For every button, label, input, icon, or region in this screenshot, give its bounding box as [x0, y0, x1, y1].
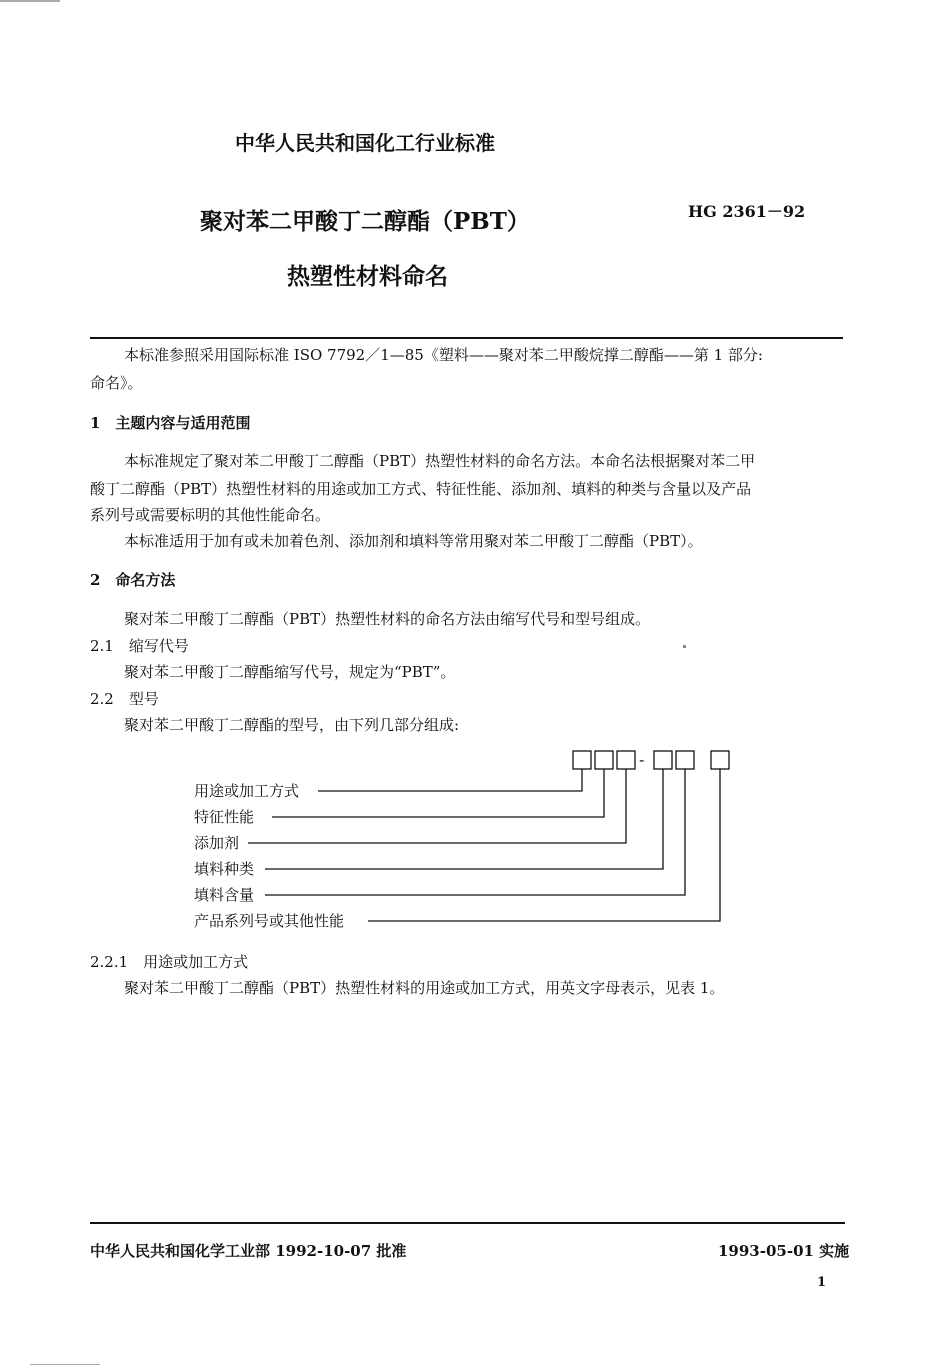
code-box-2 [595, 751, 613, 769]
section22-text: 聚对苯二甲酸丁二醇酯的型号，由下列几部分组成: [124, 716, 460, 734]
code-box-4 [654, 751, 672, 769]
intro-line2: 命名》。 [90, 374, 143, 392]
header-rule [90, 337, 843, 339]
page-number: 1 [817, 1275, 827, 1290]
section21-heading: 2.1 缩写代号 [90, 637, 189, 655]
standard-number: HG 2361－92 [688, 202, 806, 221]
section1-heading: 1 主题内容与适用范围 [90, 414, 251, 432]
issuer: 中华人民共和国化工行业标准 [235, 131, 495, 155]
section221-heading: 2.2.1 用途或加工方式 [90, 953, 249, 971]
label-filler-type: 填料种类 [194, 860, 255, 878]
connector-line-5 [265, 769, 685, 895]
section22-heading: 2.2 型号 [90, 690, 159, 708]
scan-edge-mark-bottom [30, 1364, 100, 1365]
code-box-6 [711, 751, 729, 769]
code-box-1 [573, 751, 591, 769]
connector-line-1 [318, 769, 582, 791]
connector-line-4 [265, 769, 663, 869]
label-series-or-other: 产品系列号或其他性能 [194, 912, 345, 930]
scan-speck [683, 645, 686, 648]
section21-text: 聚对苯二甲酸丁二醇酯缩写代号，规定为“PBT”。 [124, 663, 456, 681]
section2-heading: 2 命名方法 [90, 571, 176, 589]
code-box-5 [676, 751, 694, 769]
label-filler-content: 填料含量 [194, 886, 255, 904]
section1-p2: 本标准适用于加有或未加着色剂、添加剂和填料等常用聚对苯二甲酸丁二醇酯（PBT）。 [124, 532, 703, 550]
connector-line-3 [248, 769, 626, 843]
label-characteristic: 特征性能 [194, 808, 255, 826]
connector-line-2 [272, 769, 604, 817]
title-line2: 热塑性材料命名 [287, 263, 448, 290]
effective-date: 1993-05-01 实施 [718, 1242, 850, 1260]
section2-p1: 聚对苯二甲酸丁二醇酯（PBT）热塑性材料的命名方法由缩写代号和型号组成。 [124, 610, 651, 628]
approval-note: 中华人民共和国化学工业部 1992-10-07 批准 [90, 1242, 407, 1260]
scan-edge-mark [0, 0, 60, 2]
title-line1: 聚对苯二甲酸丁二醇酯（PBT） [200, 208, 530, 235]
designation-diagram [190, 748, 750, 936]
section1-p1-line1: 本标准规定了聚对苯二甲酸丁二醇酯（PBT）热塑性材料的命名方法。本命名法根据聚对苯二甲 [124, 452, 756, 470]
code-dash: - [639, 751, 645, 769]
intro-line1: 本标准参照采用国际标准 ISO 7792／1—85《塑料——聚对苯二甲酸烷撑二醇酯——第 1 部分: [124, 346, 763, 364]
label-additive: 添加剂 [194, 834, 240, 852]
section1-p1-line2: 酸丁二醇酯（PBT）热塑性材料的用途或加工方式、特征性能、添加剂、填料的种类与含量以及产品 [90, 480, 752, 498]
connector-line-6 [368, 769, 720, 921]
footer-rule [90, 1222, 845, 1224]
section221-text: 聚对苯二甲酸丁二醇酯（PBT）热塑性材料的用途或加工方式，用英文字母表示，见表 1。 [124, 979, 725, 997]
label-usage: 用途或加工方式 [194, 782, 300, 800]
code-box-3 [617, 751, 635, 769]
section1-p1-line3: 系列号或需要标明的其他性能命名。 [90, 506, 331, 524]
